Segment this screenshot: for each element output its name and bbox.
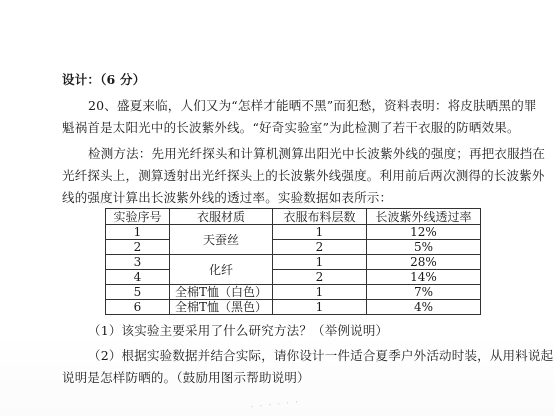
table-row — [106, 270, 481, 285]
sub-question-1: （1）该实验主要采用了什么研究方法？（举例说明） — [88, 323, 389, 338]
cell-id: 6 — [106, 300, 170, 315]
table-header-row — [106, 209, 481, 225]
cell-rate: 5% — [367, 240, 481, 255]
section-heading-design: 设计：（6 分） — [62, 72, 146, 87]
cell-layers: 1 — [273, 285, 367, 300]
header-experiment-number: 实验序号 — [106, 209, 170, 225]
question-text-line-1: 20、盛夏来临，人们又为“怎样才能晒不黑”而犯愁，资料表明：将皮肤晒黑的罪 — [88, 98, 537, 113]
faint-watermark: · · · · · · — [249, 395, 301, 414]
cell-id: 3 — [106, 255, 170, 270]
sub-question-2-line-2: 说明是怎样防晒的。（鼓励用图示帮助说明） — [62, 370, 310, 385]
experiment-data-table — [105, 208, 481, 315]
method-text-line-1: 检测方法：先用光纤探头和计算机测算出阳光中长波紫外线的强度；再把衣服挡在 — [88, 146, 546, 161]
cell-material-silk: 天蚕丝 — [170, 225, 273, 255]
table-row — [106, 225, 481, 240]
method-text-line-3: 线的强度计算出长波紫外线的透过率。实验数据如表所示： — [62, 190, 393, 205]
cell-rate: 7% — [367, 285, 481, 300]
cell-layers: 2 — [273, 270, 367, 285]
cell-id: 4 — [106, 270, 170, 285]
header-uv-transmittance: 长波紫外线透过率 — [367, 209, 481, 225]
question-text-line-2: 魁祸首是太阳光中的长波紫外线。“好奇实验室”为此检测了若干衣服的防晒效果。 — [62, 120, 520, 135]
header-material: 衣服材质 — [170, 209, 273, 225]
cell-layers: 1 — [273, 255, 367, 270]
cell-rate: 12% — [367, 225, 481, 240]
sub-question-2-line-1: （2）根据实验数据并结合实际，请你设计一件适合夏季户外活动时装，从用料说起 — [88, 348, 554, 363]
cell-layers: 2 — [273, 240, 367, 255]
cell-material-cotton-white: 全棉T恤（白色） — [170, 285, 273, 300]
cell-layers: 1 — [273, 225, 367, 240]
cell-material-cotton-black: 全棉T恤（黑色） — [170, 300, 273, 315]
table-row — [106, 285, 481, 300]
cell-id: 1 — [106, 225, 170, 240]
cell-rate: 28% — [367, 255, 481, 270]
cell-id: 2 — [106, 240, 170, 255]
cell-rate: 14% — [367, 270, 481, 285]
table-row — [106, 300, 481, 315]
cell-id: 5 — [106, 285, 170, 300]
table-row — [106, 240, 481, 255]
cell-material-synthetic: 化纤 — [170, 255, 273, 285]
method-text-line-2: 光纤探头上，测算透射出光纤探头上的长波紫外线强度。利用前后两次测得的长波紫外 — [62, 168, 545, 183]
header-layers: 衣服布料层数 — [273, 209, 367, 225]
table-row — [106, 255, 481, 270]
cell-layers: 1 — [273, 300, 367, 315]
cell-rate: 4% — [367, 300, 481, 315]
